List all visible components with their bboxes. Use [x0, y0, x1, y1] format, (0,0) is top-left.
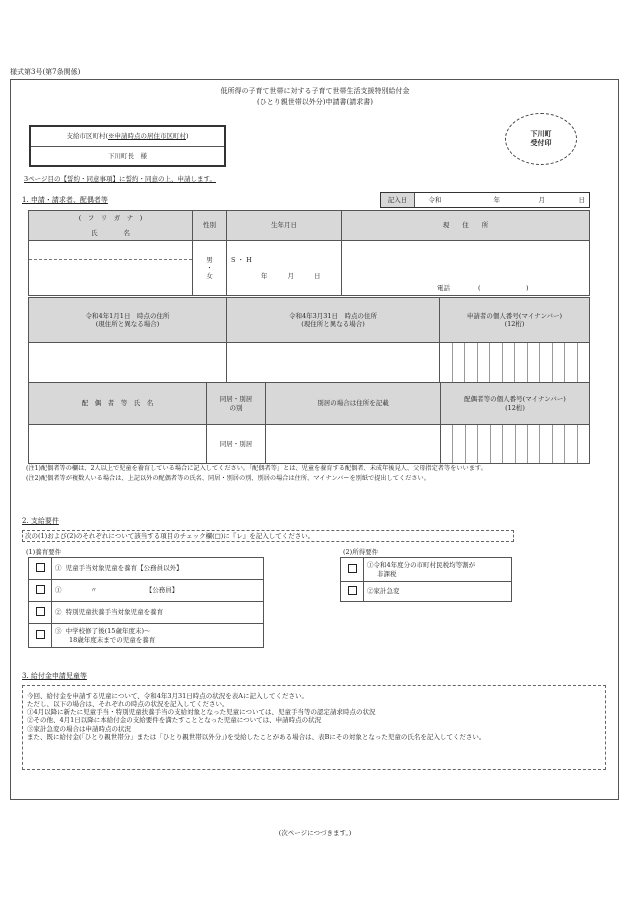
spouse-living-field[interactable]: 同居・別居	[207, 425, 266, 464]
applicant-mynumber-field[interactable]	[440, 343, 590, 384]
birthdate-field[interactable]: S ・ H 年 月 日	[227, 241, 342, 296]
address-jan1-field[interactable]	[29, 343, 227, 384]
requirement2-table: ①令和4年度分の市町村民税均等割が 非課税 ②家計急変	[340, 557, 512, 602]
spouse-name-field[interactable]	[29, 425, 207, 464]
address-mar31-field[interactable]	[227, 343, 440, 384]
previous-address-table: 令和4年1月1日 時点の住所 (現住所と異なる場合) 令和4年3月31日 時点の住所 (現住所と異なる場合) 申請者の個人番号(マイナンバー) (12桁)	[28, 297, 590, 384]
recipient-name: 下川町長 様	[108, 152, 147, 161]
spouse-address-field[interactable]	[266, 425, 441, 464]
section3-instructions: 今回、給付金を申請する児童について、令和4年3月31日時点の状況を表Aに記入してください。 ただし、以下の場合は、それぞれの時点の状況を記入してください。 ①4月以降に新たに児童手当・特別児童扶養手当の支給対象となった児童については、児童手当等の認定請求時点の状況 ②その他、4月1日以降に本給付金の支給要件を満たすこととなった児童については、申請時点の状況 ③家計急変の場合は申請時点の状況 また、既に給付金(「ひとり親世帯分」または「ひとり親世帯以外分」)を受給したことがある場合は、表Bにその対象となった児童の氏名を記入してください。	[22, 685, 606, 770]
section2-title: 2. 支給要件	[22, 517, 59, 525]
req2-checkbox-2[interactable]	[341, 582, 364, 602]
address-field[interactable]: 電話 ( )	[342, 241, 590, 296]
req1-checkbox-4[interactable]	[29, 624, 52, 648]
note-1: (注1)配偶者等の欄は、2人以上で児童を養育している場合に記入してください。「配偶者等」とは、児童を養育する配偶者、未成年後見人、父母指定者等をいいます。	[26, 465, 487, 472]
note-2: (注2)配偶者等が複数人いる場合は、上記以外の配偶者等の氏名、同居・別居の別、別居の場合は住所、マイナンバーを別紙で提出してください。	[26, 475, 430, 482]
form-number: 様式第3号(第7条関係)	[10, 68, 81, 76]
municipality-label: 支給市区町村( ※申請時点の居住市区町村 )	[31, 127, 224, 147]
applicant-name-field[interactable]	[29, 241, 193, 296]
req1-checkbox-1[interactable]	[29, 558, 52, 580]
form-title: 低所得の子育て世帯に対する子育て世帯生活支援特別給付金	[220, 87, 410, 95]
address-box	[29, 125, 226, 167]
section3-title: 3. 給付金申請児童等	[22, 672, 87, 680]
date-entry: 記入日 令和 年 月 日	[380, 192, 590, 208]
form-subtitle: (ひとり親世帯以外分)申請書(請求書)	[257, 98, 373, 106]
continued-footer: (次ページにつづきます。)	[278, 829, 352, 837]
reception-stamp: 下川町 受付印	[505, 113, 577, 165]
req1-checkbox-3[interactable]	[29, 602, 52, 624]
requirement1-table: ① 児童手当対象児童を養育【公務員以外】 ① 〃 【公務員】 ② 特別児童扶養手当対象児童を養育 ③ 中学校修了後(15歳年度末)～ 18歳年度末までの児童を養育	[28, 557, 264, 648]
req1-checkbox-2[interactable]	[29, 580, 52, 602]
applicant-table: ( フ リ ガ ナ ) 氏 名 性別 生年月日 現 住 所 男 ・ 女 S ・ H 年 月 日 電話 ( )	[28, 210, 590, 296]
gender-field[interactable]: 男 ・ 女	[193, 241, 227, 296]
section1-title: 1. 申請・請求者、配偶者等	[22, 196, 108, 204]
requirement2-title: (2)所得要件	[343, 548, 379, 556]
spouse-table: 配 偶 者 等 氏 名 同居・別居 の別 別居の場合は住所を記載 配偶者等の個人番号(マイナンバー) (12桁) 同居・別居	[28, 382, 590, 464]
requirement1-title: (1)養育要件	[26, 548, 62, 556]
instruction-text: 3ページ目の【誓約・同意事項】に誓約・同意の上、申請します。	[24, 175, 216, 183]
spouse-mynumber-field[interactable]	[441, 425, 590, 464]
req2-checkbox-1[interactable]	[341, 558, 364, 582]
section2-instruction: 次の(1)および(2)のそれぞれについて該当する項目のチェック欄(□)に『レ』を記入してください。	[22, 530, 514, 542]
